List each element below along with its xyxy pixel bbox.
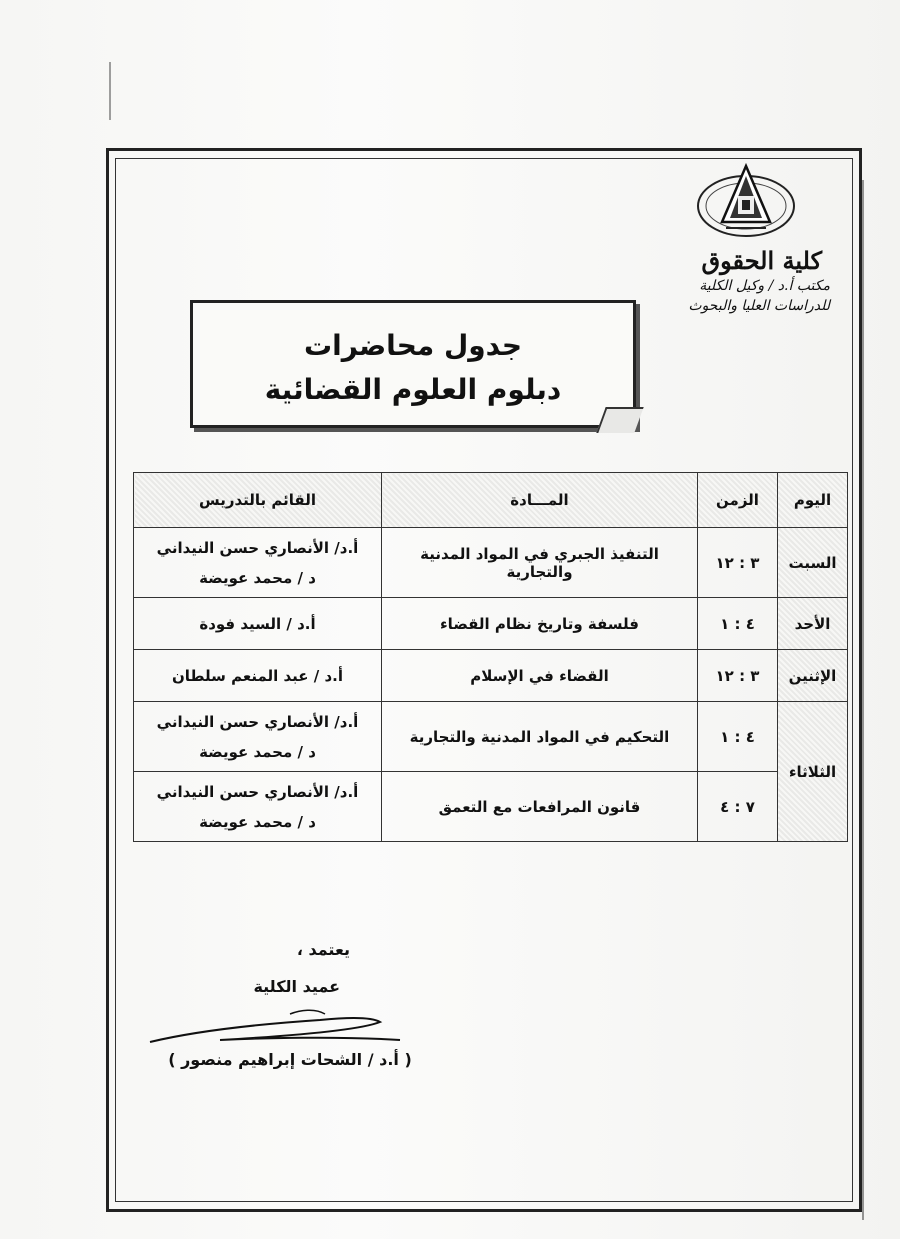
instructor-primary: أ.د / عبد المنعم سلطان [171, 666, 344, 685]
instructor-primary: أ.د/ الأنصاري حسن النيداني [156, 782, 359, 801]
dean-name: ( أ.د / الشحات إبراهيم منصور ) [168, 1050, 412, 1069]
header-subject: المـــادة [382, 473, 698, 528]
instructor-secondary: د / محمد عويضة [199, 742, 316, 761]
approval-label: يعتمد ، [296, 940, 350, 959]
time-cell: ٣ : ١٢ [698, 650, 778, 702]
instructor-cell [134, 528, 382, 598]
time-cell: ٧ : ٤ [698, 772, 778, 842]
table-row [134, 702, 848, 772]
table-header-row [134, 473, 848, 528]
time-cell: ٤ : ١ [698, 702, 778, 772]
instructor-cell [134, 598, 382, 650]
subject-cell: قانون المرافعات مع التعمق [382, 772, 698, 842]
subject-cell: القضاء في الإسلام [382, 650, 698, 702]
header-instructor: القائم بالتدريس [134, 473, 382, 528]
table-row [134, 528, 848, 598]
faculty-name: كلية الحقوق [701, 246, 822, 275]
subject-cell: التنفيذ الجبري في المواد المدنية والتجارية [382, 528, 698, 598]
instructor-secondary: د / محمد عويضة [199, 568, 316, 587]
table-row [134, 650, 848, 702]
header-day: اليوم [778, 473, 848, 528]
lecture-schedule-table [133, 472, 848, 842]
instructor-primary: أ.د/ الأنصاري حسن النيداني [156, 538, 359, 557]
time-cell: ٤ : ١ [698, 598, 778, 650]
title-box [190, 300, 636, 428]
time-cell: ٣ : ١٢ [698, 528, 778, 598]
day-cell: الثلاثاء [778, 702, 848, 842]
title-schedule: جدول محاضرات [303, 329, 523, 362]
table-row [134, 598, 848, 650]
subject-cell: فلسفة وتاريخ نظام القضاء [382, 598, 698, 650]
instructor-cell [134, 702, 382, 772]
day-cell: الأحد [778, 598, 848, 650]
header-time: الزمن [698, 473, 778, 528]
title-diploma: دبلوم العلوم القضائية [264, 373, 562, 406]
instructor-cell [134, 772, 382, 842]
instructor-primary: أ.د / السيد فودة [199, 614, 316, 633]
instructor-cell [134, 650, 382, 702]
office-subtitle: للدراسات العليا والبحوث [688, 298, 830, 314]
subject-cell: التحكيم في المواد المدنية والتجارية [382, 702, 698, 772]
day-cell: السبت [778, 528, 848, 598]
university-logo-icon [696, 160, 796, 246]
dean-title: عميد الكلية [253, 977, 340, 996]
page-edge-shadow [862, 180, 876, 1220]
office-title: مكتب أ.د / وكيل الكلية [699, 278, 830, 294]
scan-artifact-line [109, 62, 111, 120]
instructor-secondary: د / محمد عويضة [199, 812, 316, 831]
table-row [134, 772, 848, 842]
instructor-primary: أ.د/ الأنصاري حسن النيداني [156, 712, 359, 731]
day-cell: الإثنين [778, 650, 848, 702]
